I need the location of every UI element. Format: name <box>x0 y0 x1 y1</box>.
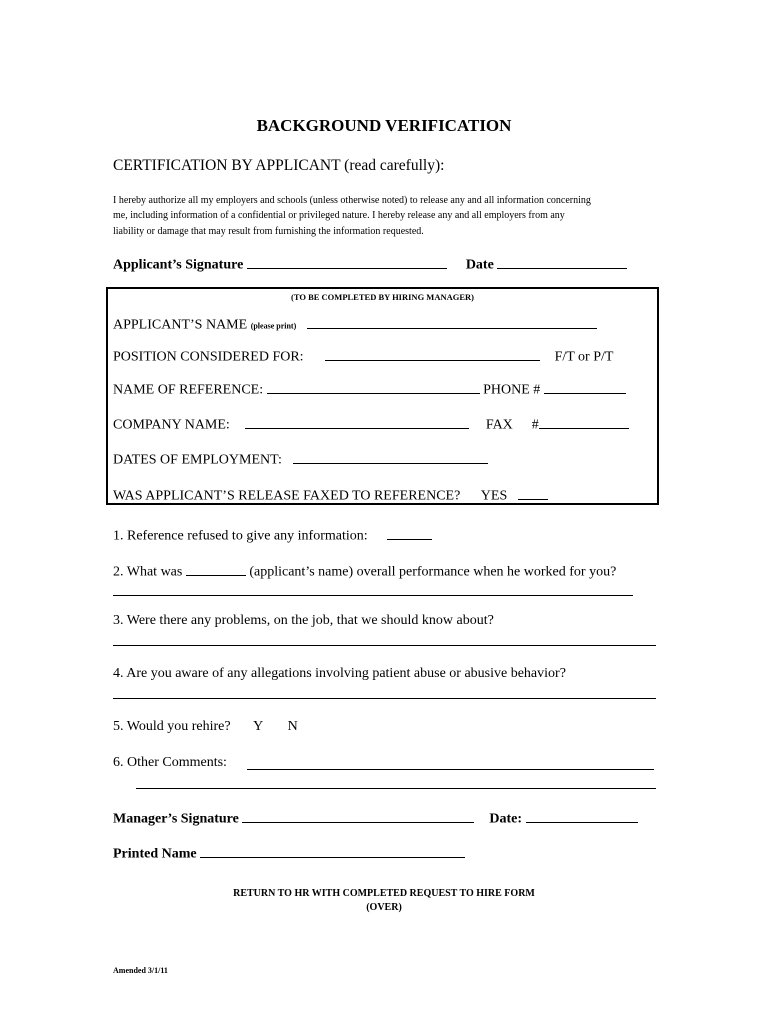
question-2-text-pre: 2. What was <box>113 564 183 580</box>
question-6-text: 6. Other Comments: <box>113 755 227 770</box>
manager-signature-row <box>113 809 638 828</box>
manager-date-label: Date: <box>489 811 523 827</box>
manager-date-field[interactable] <box>526 809 638 823</box>
reference-row <box>113 380 626 399</box>
printed-name-row <box>113 844 465 863</box>
release-label: WAS APPLICANT’S RELEASE FAXED TO REFERENCE? <box>113 488 461 504</box>
printed-name-field[interactable] <box>200 844 465 858</box>
question-3-text: 3. Were there any problems, on the job, that we should know about? <box>113 613 494 628</box>
question-1 <box>113 526 432 545</box>
applicant-name-label: APPLICANT’S NAME <box>113 317 248 333</box>
hiring-manager-box-header: (TO BE COMPLETED BY HIRING MANAGER) <box>291 292 474 302</box>
question-3-answer-line[interactable] <box>113 645 656 646</box>
certification-text-line-3: liability or damage that may result from furnishing the information requested. <box>113 226 424 237</box>
amended-date: Amended 3/1/11 <box>113 966 168 975</box>
release-row <box>113 486 548 505</box>
over-note: (OVER) <box>366 902 402 913</box>
dates-row <box>113 450 488 469</box>
question-1-field[interactable] <box>387 526 432 540</box>
position-row <box>113 347 613 366</box>
certification-text-line-2: me, including information of a confidential or privileged nature. I hereby release any and all employers from any <box>113 210 565 221</box>
question-4-answer-line[interactable] <box>113 698 656 699</box>
question-5-text: 5. Would you rehire? <box>113 719 231 734</box>
fax-field[interactable] <box>539 415 629 429</box>
other-comments-line-2[interactable] <box>136 788 656 789</box>
applicant-signature-field[interactable] <box>247 255 447 269</box>
yes-field[interactable] <box>518 486 548 500</box>
applicant-name-hint: (please print) <box>250 321 297 331</box>
company-field[interactable] <box>245 415 469 429</box>
certification-heading: CERTIFICATION BY APPLICANT (read carefully): <box>113 157 445 174</box>
printed-name-label: Printed Name <box>113 846 197 862</box>
page-title: BACKGROUND VERIFICATION <box>256 116 512 135</box>
yes-label: YES <box>480 488 508 504</box>
fax-hash: # <box>531 417 539 433</box>
question-2-text-post: (applicant’s name) overall performance when he worked for you? <box>249 564 617 580</box>
question-1-text: 1. Reference refused to give any information: <box>113 528 368 544</box>
dates-field[interactable] <box>293 450 488 464</box>
phone-label: PHONE # <box>483 382 541 398</box>
manager-signature-label: Manager’s Signature <box>113 811 239 827</box>
manager-signature-field[interactable] <box>242 809 474 823</box>
applicant-signature-row <box>113 255 627 274</box>
position-label: POSITION CONSIDERED FOR: <box>113 349 304 365</box>
position-field[interactable] <box>325 347 540 361</box>
question-2-name-field[interactable] <box>186 562 246 576</box>
company-label: COMPANY NAME: <box>113 417 230 433</box>
certification-text-line-1: I hereby authorize all my employers and schools (unless otherwise noted) to release any and all information concerning <box>113 195 591 206</box>
question-6 <box>113 755 227 771</box>
applicant-date-label: Date <box>465 257 494 273</box>
phone-field[interactable] <box>544 380 626 394</box>
applicant-date-field[interactable] <box>497 255 627 269</box>
rehire-no-option[interactable]: N <box>287 719 298 734</box>
applicant-name-row <box>113 315 597 334</box>
reference-label: NAME OF REFERENCE: <box>113 382 264 398</box>
rehire-yes-option[interactable]: Y <box>253 719 263 734</box>
other-comments-line-1[interactable] <box>247 769 654 770</box>
return-to-hr-note: RETURN TO HR WITH COMPLETED REQUEST TO HIRE FORM <box>233 888 535 899</box>
question-2-answer-line[interactable] <box>113 595 633 596</box>
company-row <box>113 415 629 434</box>
reference-field[interactable] <box>267 380 480 394</box>
applicant-name-field[interactable] <box>307 315 597 329</box>
fax-label: FAX <box>485 417 513 433</box>
ft-pt-label: F/T or P/T <box>554 349 614 365</box>
dates-label: DATES OF EMPLOYMENT: <box>113 452 282 468</box>
question-4-text: 4. Are you aware of any allegations involving patient abuse or abusive behavior? <box>113 666 566 681</box>
question-5 <box>113 719 298 735</box>
question-2 <box>113 562 616 581</box>
applicant-signature-label: Applicant’s Signature <box>113 257 244 273</box>
